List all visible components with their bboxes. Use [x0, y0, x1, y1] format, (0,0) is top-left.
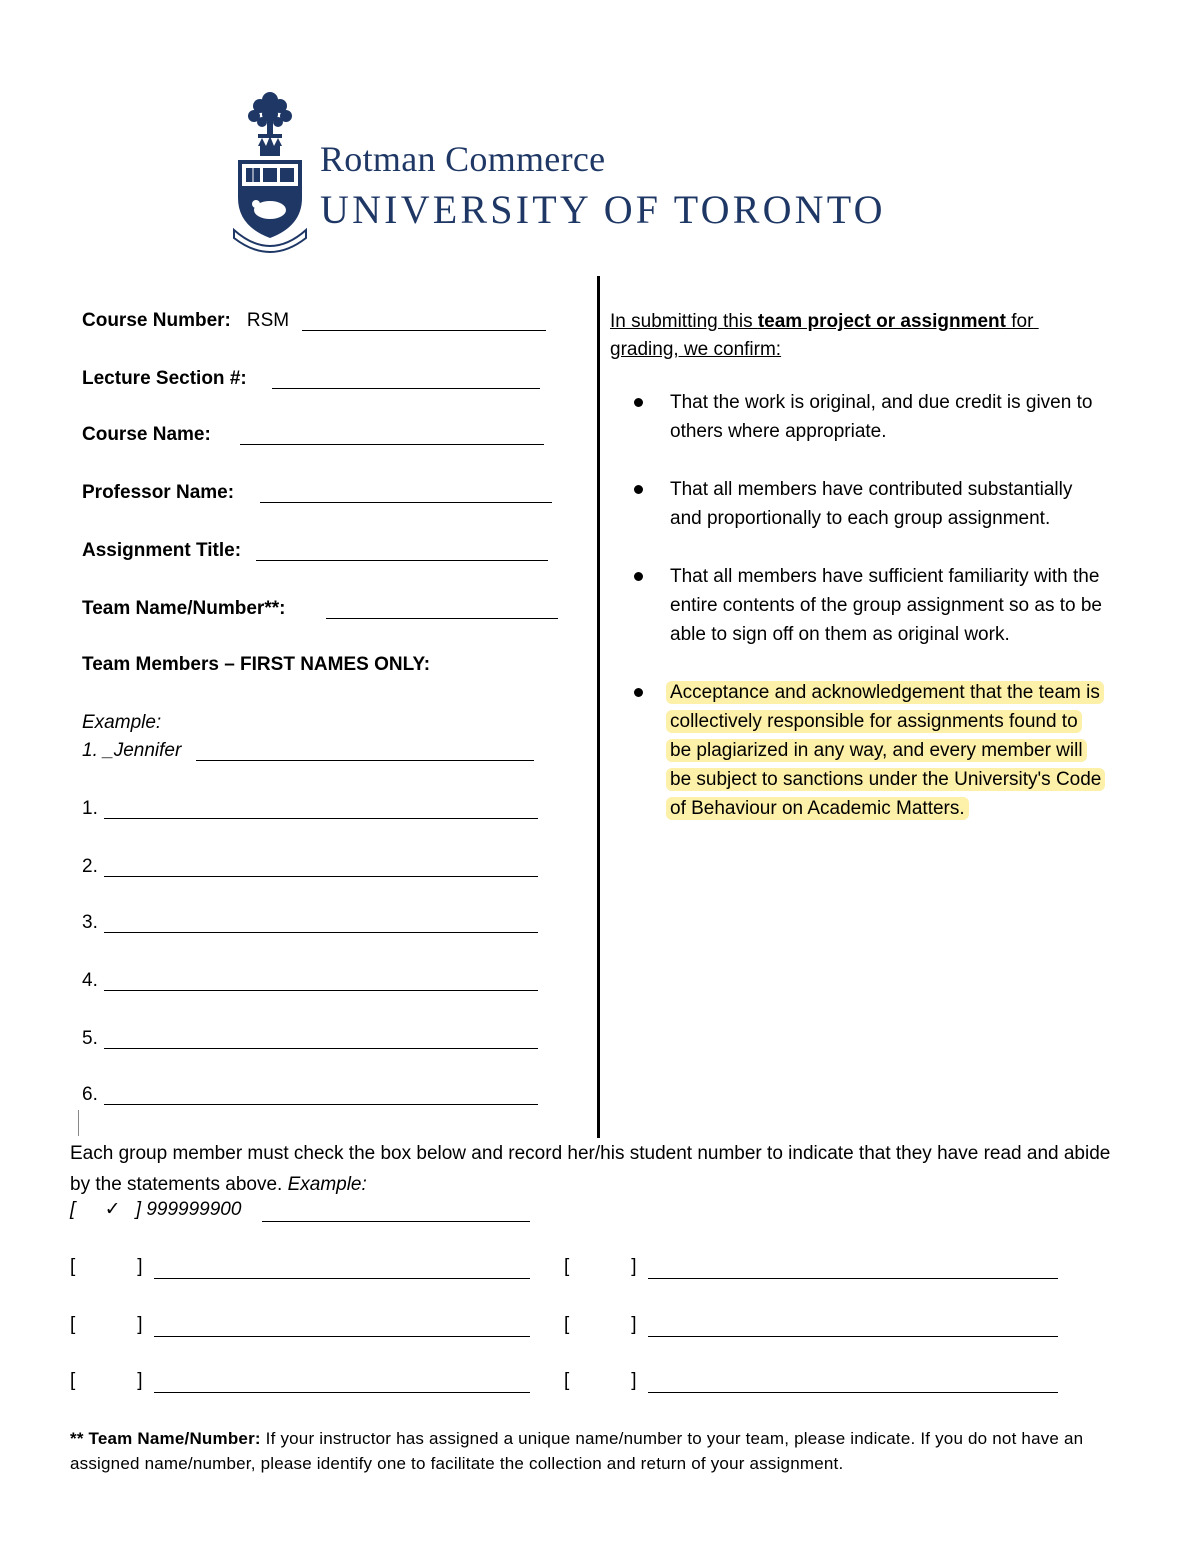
member-number: 6. — [82, 1084, 98, 1105]
student-checkbox[interactable] — [70, 1370, 143, 1392]
team-name-field[interactable] — [326, 618, 558, 619]
checkbox-bracket-open: [ — [70, 1314, 76, 1335]
brand-name-rotman: Rotman Commerce — [320, 139, 606, 179]
list-item — [634, 678, 1104, 823]
checkbox-instructions — [70, 1138, 1130, 1200]
assignment-title-field[interactable] — [256, 560, 548, 561]
member-5-field[interactable] — [104, 1048, 538, 1049]
student-number-field[interactable] — [154, 1336, 530, 1337]
professor-name-row — [82, 478, 234, 504]
member-number: 3. — [82, 912, 98, 933]
example-checkbox-row — [70, 1198, 241, 1221]
course-name-label: Course Name: — [82, 424, 211, 445]
professor-name-label: Professor Name: — [82, 482, 235, 503]
example-member-name: _Jennifer — [103, 740, 182, 761]
member-number: 4. — [82, 970, 98, 991]
assignment-title-row — [82, 536, 241, 562]
checkbox-bracket-open: [ — [564, 1370, 570, 1391]
course-number-field[interactable] — [302, 330, 546, 331]
lecture-section-row — [82, 364, 247, 390]
professor-name-field[interactable] — [260, 502, 552, 503]
lecture-section-field[interactable] — [272, 388, 540, 389]
confirm-bullet-text: That all members have sufficient familiarity with the entire contents of the group assignment so as to be able to sign off on them as original work. — [670, 566, 1102, 645]
rotman-logo — [232, 86, 972, 258]
member-6-field[interactable] — [104, 1104, 538, 1105]
confirm-heading-bold: team project or assignment — [757, 311, 1006, 332]
list-item — [634, 388, 1104, 446]
team-name-footnote — [70, 1426, 1140, 1476]
example-student-number: 999999900 — [146, 1199, 242, 1220]
example-student-line — [262, 1221, 530, 1222]
member-4-field[interactable] — [104, 990, 538, 991]
student-number-field[interactable] — [154, 1392, 530, 1393]
member-row-3 — [82, 908, 98, 934]
member-row-2 — [82, 852, 98, 878]
student-number-field[interactable] — [648, 1278, 1058, 1279]
footnote-text: If your instructor has assigned a unique name/number to your team, please indicate. If you do not have an assigned name/number, please identify one to facilitate the collection and return of your assignment. — [70, 1429, 1089, 1473]
text-cursor-mark — [78, 1110, 81, 1136]
member-number: 1. — [82, 798, 98, 819]
confirm-heading-post: for grading, we confirm: — [610, 311, 1039, 360]
team-name-label: Team Name/Number**: — [82, 598, 286, 619]
member-row-6 — [82, 1080, 98, 1106]
member-number: 2. — [82, 856, 98, 877]
member-1-field[interactable] — [104, 818, 538, 819]
checkbox-bracket-open: [ — [564, 1314, 570, 1335]
example-label: Example: — [82, 712, 162, 733]
member-2-field[interactable] — [104, 876, 538, 877]
example-member-row — [82, 736, 181, 762]
bullet-icon — [634, 485, 643, 494]
confirm-list — [634, 388, 1104, 852]
confirm-bullet-text: That all members have contributed substantially and proportionally to each group assignment. — [670, 479, 1073, 529]
example-bracket-close: ] — [135, 1199, 142, 1220]
instructions-text: Each group member must check the box below and record her/his student number to indicate that they have read and abide by the statements above. — [70, 1143, 1111, 1195]
checkbox-bracket-open: [ — [70, 1256, 76, 1277]
member-row-5 — [82, 1024, 98, 1050]
team-name-row — [82, 594, 285, 620]
course-number-prefix: RSM — [246, 310, 290, 331]
university-crest-icon — [232, 86, 308, 254]
brand-name-university: UNIVERSITY OF TORONTO — [320, 187, 886, 232]
bullet-icon — [634, 688, 643, 697]
student-number-field[interactable] — [154, 1278, 530, 1279]
member-3-field[interactable] — [104, 932, 538, 933]
list-item — [634, 562, 1104, 649]
team-members-row — [82, 650, 430, 676]
member-number: 5. — [82, 1028, 98, 1049]
checkbox-bracket-open: [ — [70, 1370, 76, 1391]
student-number-field[interactable] — [648, 1392, 1058, 1393]
example-label-row — [82, 708, 161, 734]
confirm-bullet-text-highlighted: Acceptance and acknowledgement that the team is collectively responsible for assignments found to be plagiarized in any way, and every member will be subject to sanctions under the University's Code of Behaviour on Academic Matters. — [666, 681, 1105, 820]
course-name-row — [82, 420, 211, 446]
checkbox-bracket-close: ] — [137, 1256, 143, 1277]
example-member-number: 1. — [82, 740, 104, 761]
example-bracket-open: [ — [70, 1199, 76, 1220]
check-mark-icon: ✓ — [104, 1199, 121, 1220]
confirm-heading-pre: In submitting this — [610, 311, 758, 332]
bullet-icon — [634, 398, 643, 407]
footnote-bold: ** Team Name/Number: — [70, 1429, 261, 1448]
checkbox-bracket-close: ] — [631, 1256, 637, 1277]
assignment-title-label: Assignment Title: — [82, 540, 242, 561]
checkbox-bracket-close: ] — [631, 1314, 637, 1335]
team-members-label: Team Members – FIRST NAMES ONLY: — [82, 654, 431, 675]
checkbox-bracket-open: [ — [564, 1256, 570, 1277]
column-divider — [597, 276, 600, 1138]
lecture-section-label: Lecture Section #: — [82, 368, 247, 389]
confirm-heading — [610, 308, 1100, 364]
checkbox-bracket-close: ] — [631, 1370, 637, 1391]
course-number-row — [82, 306, 289, 332]
member-row-1 — [82, 794, 98, 820]
checkbox-bracket-close: ] — [137, 1314, 143, 1335]
instructions-example-label: Example: — [287, 1174, 367, 1195]
confirm-bullet-text: That the work is original, and due credit is given to others where appropriate. — [670, 392, 1093, 442]
student-number-field[interactable] — [648, 1336, 1058, 1337]
checkbox-bracket-close: ] — [137, 1370, 143, 1391]
student-checkbox[interactable] — [564, 1256, 637, 1278]
course-name-field[interactable] — [240, 444, 544, 445]
student-checkbox[interactable] — [70, 1256, 143, 1278]
member-row-4 — [82, 966, 98, 992]
list-item — [634, 475, 1104, 533]
course-number-label: Course Number: — [82, 310, 231, 331]
student-checkbox[interactable] — [70, 1314, 143, 1336]
example-member-line — [196, 760, 534, 761]
bullet-icon — [634, 572, 643, 581]
student-checkbox[interactable] — [564, 1314, 637, 1336]
student-checkbox[interactable] — [564, 1370, 637, 1392]
